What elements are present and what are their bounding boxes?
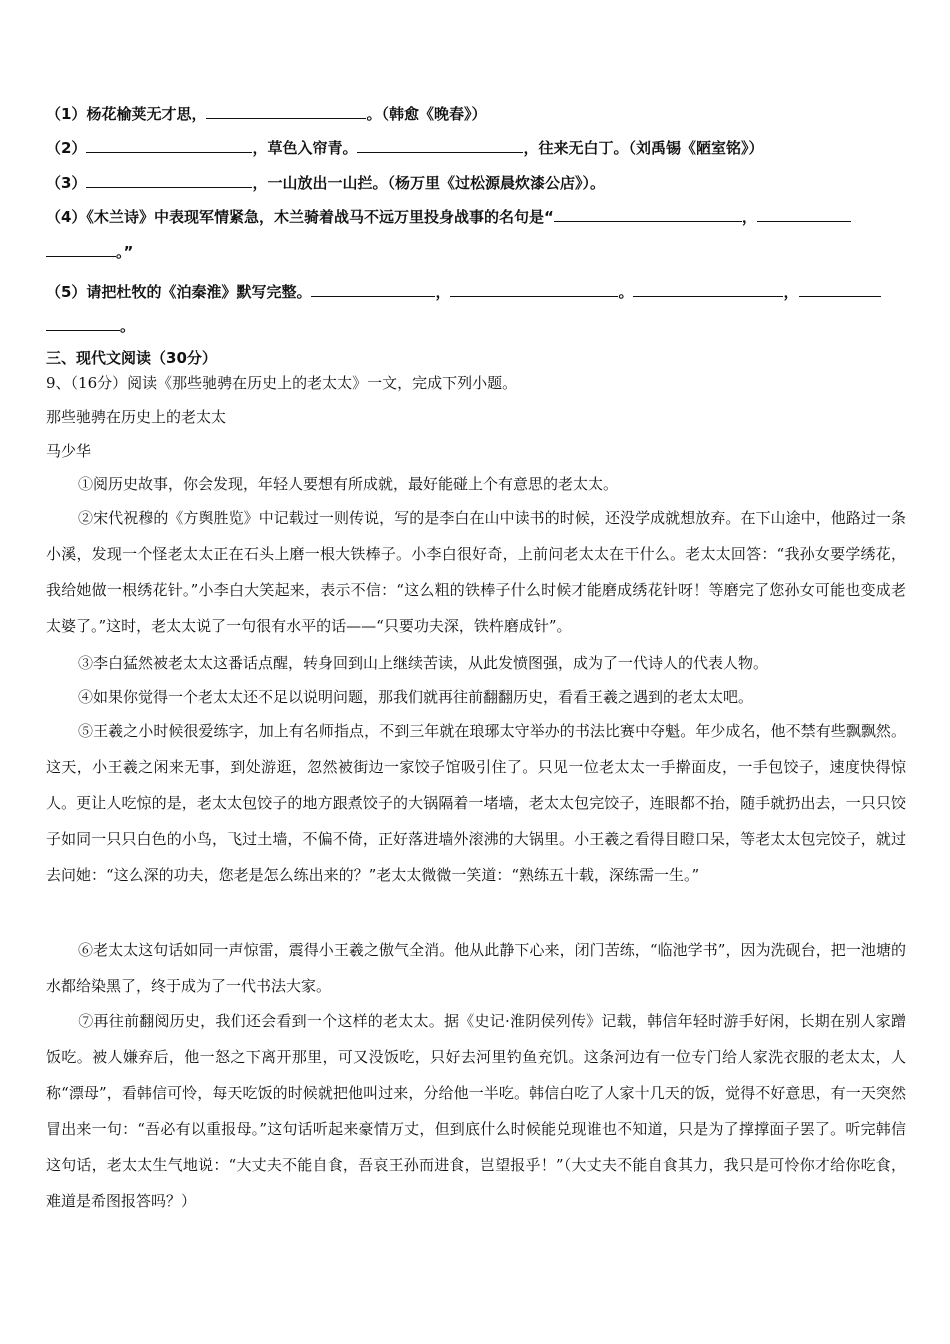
fill-in-question-1 <box>46 103 486 124</box>
poem-line: 杨花榆荚无才思， <box>86 105 207 123</box>
paragraph-text: ③李白猛然被老太太这番话点醒，转身回到山上继续苦读，从此发愤图强，成为了一代诗人的代表人物。 <box>78 654 769 672</box>
answer-blank[interactable] <box>357 138 523 153</box>
section-title: 三、现代文阅读（30分） <box>46 349 217 367</box>
answer-blank[interactable] <box>86 138 252 153</box>
article-paragraph-5 <box>46 713 906 893</box>
question-number: （1） <box>46 105 87 123</box>
fill-in-question-4-cont <box>46 241 133 262</box>
question-number: （3） <box>46 174 87 192</box>
punctuation: 。 <box>120 317 136 335</box>
punctuation: 。” <box>116 243 134 261</box>
paragraph-text: ⑤王羲之小时候很爱练字，加上有名师指点，不到三年就在琅琊太守举办的书法比赛中夺魁。年少成名，他不禁有些飘飘然。这天，小王羲之闲来无事，到处游逛，忽然被街边一家饺子馆吸引住了。只见一位老太太一手擀面皮，一手包饺子，速度快得惊人。更让人吃惊的是，老太太包饺子的地方跟煮饺子的大锅隔着一堵墙，老太太包完饺子，连眼都不抬，随手就扔出去，一只只饺子如同一只只白色的小鸟，飞过土墙，不偏不倚，正好落进墙外滚沸的大锅里。小王羲之看得目瞪口呆，等老太太包完饺子，就过去问她：“这么深的功夫，您老是怎么练出来的？”老太太微微一笑道：“熟练五十载，深练需一生。” <box>46 722 906 884</box>
punctuation: ， <box>435 283 451 301</box>
fill-in-question-2 <box>46 137 763 158</box>
question-prompt: 9、（16分）阅读《那些驰骋在历史上的老太太》一文，完成下列小题。 <box>46 374 518 392</box>
article-title: 那些驰骋在历史上的老太太 <box>46 408 227 426</box>
poem-source: ，往来无白丁。（刘禹锡《陋室铭》） <box>523 139 764 157</box>
fill-in-question-3 <box>46 172 605 193</box>
answer-blank[interactable] <box>311 282 435 297</box>
article-paragraph-3 <box>46 645 906 681</box>
article-author: 马少华 <box>46 442 92 460</box>
answer-blank[interactable] <box>46 316 120 331</box>
answer-blank[interactable] <box>450 282 618 297</box>
article-paragraph-6 <box>46 932 906 1004</box>
answer-blank[interactable] <box>206 104 366 119</box>
fill-in-question-5 <box>46 281 881 302</box>
answer-blank[interactable] <box>554 207 742 222</box>
question-number: （2） <box>46 139 87 157</box>
paragraph-text: ⑦再往前翻阅历史，我们还会看到一个这样的老太太。据《史记·淮阴侯列传》记载，韩信年轻时游手好闲，长期在别人家蹭饭吃。被人嫌弃后，他一怒之下离开那里，可又没饭吃，只好去河里钓鱼充饥。这条河边有一位专门给人家洗衣服的老太太，人称“漂母”，看韩信可怜，每天吃饭的时候就把他叫过来，分给他一半吃。韩信白吃了人家十几天的饭，觉得不好意思，有一天突然冒出来一句：“吾必有以重报母。”这句话听起来豪情万丈，但到底什么时候能兑现谁也不知道，只是为了撑撑面子罢了。听完韩信这句话，老太太生气地说：“大丈夫不能自食，吾哀王孙而进食，岂望报乎！”（大丈夫不能自食其力，我只是可怜你才给你吃食，难道是希图报答吗？） <box>46 1012 906 1210</box>
article-paragraph-1 <box>46 466 906 502</box>
question-text: （4）《木兰诗》中表现军情紧急，木兰骑着战马不远万里投身战事的名句是“ <box>46 208 554 226</box>
question-text: （5）请把杜牧的《泊秦淮》默写完整。 <box>46 283 312 301</box>
answer-blank[interactable] <box>633 282 783 297</box>
punctuation: ， <box>783 283 799 301</box>
answer-blank[interactable] <box>46 242 116 257</box>
poem-source: ，一山放出一山拦。（杨万里《过松源晨炊漆公店》）。 <box>252 174 605 192</box>
paragraph-text: ④如果你觉得一个老太太还不足以说明问题，那我们就再往前翻翻历史，看看王羲之遇到的老太太吧。 <box>78 688 754 706</box>
punctuation: ， <box>741 208 757 226</box>
paragraph-text: ①阅历史故事，你会发现，年轻人要想有所成就，最好能碰上个有意思的老太太。 <box>78 475 619 493</box>
article-paragraph-2 <box>46 500 906 644</box>
answer-blank[interactable] <box>86 173 252 188</box>
poem-line: ，草色入帘青。 <box>252 139 358 157</box>
fill-in-question-5-cont <box>46 315 135 336</box>
answer-blank[interactable] <box>757 207 851 222</box>
paragraph-text: ②宋代祝穆的《方舆胜览》中记载过一则传说，写的是李白在山中读书的时候，还没学成就想放弃。在下山途中，他路过一条小溪，发现一个怪老太太正在石头上磨一根大铁棒子。小李白很好奇，上前问老太太在干什么。老太太回答：“我孙女要学绣花，我给她做一根绣花针。”小李白大笑起来，表示不信：“这么粗的铁棒子什么时候才能磨成绣花针呀！等磨完了您孙女可能也变成老太婆了。”这时，老太太说了一句很有水平的话——“只要功夫深，铁杵磨成针”。 <box>46 509 906 635</box>
article-paragraph-4 <box>46 679 906 715</box>
punctuation: 。 <box>618 283 634 301</box>
poem-source: 。（韩愈《晚春》） <box>366 105 487 123</box>
article-paragraph-7 <box>46 1003 906 1219</box>
answer-blank[interactable] <box>799 282 881 297</box>
paragraph-text: ⑥老太太这句话如同一声惊雷，震得小王羲之傲气全消。他从此静下心来，闭门苦练，“临池学书”，因为洗砚台，把一池塘的水都给染黑了，终于成为了一代书法大家。 <box>46 941 906 995</box>
fill-in-question-4 <box>46 206 851 227</box>
